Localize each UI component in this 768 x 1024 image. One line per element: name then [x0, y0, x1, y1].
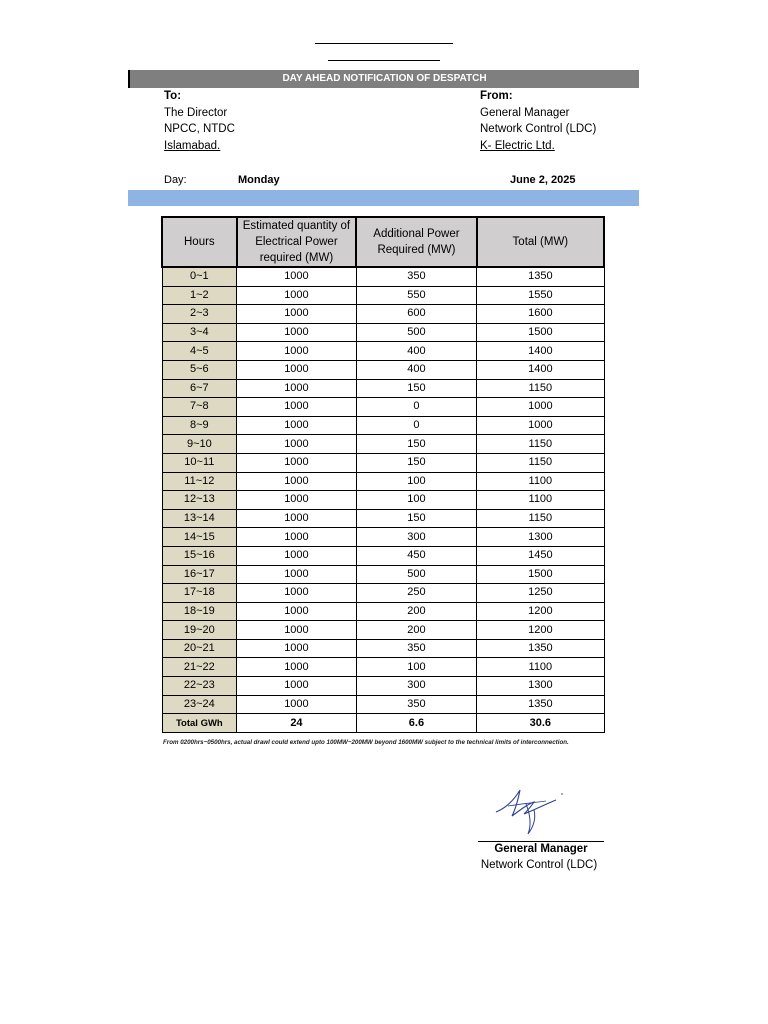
document-title-banner: DAY AHEAD NOTIFICATION OF DESPATCH: [128, 70, 639, 88]
to-line-2: NPCC, NTDC: [164, 123, 235, 135]
cell-estimated: 1000: [237, 323, 357, 342]
to-address-block: [164, 88, 235, 154]
cell-estimated: 1000: [237, 602, 357, 621]
cell-total: 1300: [477, 677, 604, 696]
from-heading: From:: [480, 90, 513, 102]
cell-total: 1150: [477, 379, 604, 398]
signatory-department: Network Control (LDC): [480, 859, 598, 871]
cell-total: 1350: [477, 267, 604, 286]
table-row: [162, 677, 604, 696]
cell-total: 1150: [477, 435, 604, 454]
table-total-row: [162, 714, 604, 733]
table-row: [162, 435, 604, 454]
cell-additional: 400: [356, 342, 477, 361]
cell-additional: 350: [356, 639, 477, 658]
total-cell-total: 30.6: [477, 714, 604, 733]
cell-total: 1100: [477, 658, 604, 677]
cell-total: 1200: [477, 621, 604, 640]
table-row: [162, 416, 604, 435]
table-row: [162, 658, 604, 677]
cell-hours: 17~18: [162, 584, 237, 603]
cell-hours: 9~10: [162, 435, 237, 454]
to-heading: To:: [164, 90, 182, 102]
cell-total: 1200: [477, 602, 604, 621]
cell-additional: 450: [356, 546, 477, 565]
table-row: [162, 565, 604, 584]
cell-hours: 1~2: [162, 286, 237, 305]
cell-hours: 11~12: [162, 472, 237, 491]
cell-estimated: 1000: [237, 546, 357, 565]
cell-additional: 0: [356, 416, 477, 435]
table-row: [162, 453, 604, 472]
cell-estimated: 1000: [237, 695, 357, 714]
table-row: [162, 305, 604, 324]
cell-estimated: 1000: [237, 584, 357, 603]
cell-estimated: 1000: [237, 360, 357, 379]
cell-total: 1450: [477, 546, 604, 565]
cell-total: 1150: [477, 453, 604, 472]
cell-hours: 20~21: [162, 639, 237, 658]
cell-hours: 4~5: [162, 342, 237, 361]
header-rule-top: [315, 43, 453, 44]
table-body: [162, 267, 604, 732]
cell-total: 1250: [477, 584, 604, 603]
column-header-additional-power: Additional Power Required (MW): [356, 217, 477, 267]
cell-additional: 100: [356, 491, 477, 510]
cell-total: 1550: [477, 286, 604, 305]
table-header-row: [162, 217, 604, 267]
column-header-estimated-power: Estimated quantity of Electrical Power required (MW): [237, 217, 357, 267]
cell-additional: 0: [356, 398, 477, 417]
cell-hours: 3~4: [162, 323, 237, 342]
cell-additional: 150: [356, 453, 477, 472]
table-row: [162, 379, 604, 398]
interconnection-note: From 0200hrs~0500hrs, actual drawl could extend upto 100MW~200MW beyond 1600MW subject to the technical limits of interconnection.: [163, 739, 569, 746]
cell-additional: 550: [356, 286, 477, 305]
cell-hours: 0~1: [162, 267, 237, 286]
cell-hours: 6~7: [162, 379, 237, 398]
cell-estimated: 1000: [237, 342, 357, 361]
table-row: [162, 695, 604, 714]
cell-hours: 2~3: [162, 305, 237, 324]
to-line-3: Islamabad.: [164, 139, 221, 152]
table-row: [162, 546, 604, 565]
cell-additional: 150: [356, 379, 477, 398]
section-divider-band: [128, 190, 639, 206]
cell-total: 1400: [477, 360, 604, 379]
cell-additional: 150: [356, 435, 477, 454]
cell-estimated: 1000: [237, 286, 357, 305]
cell-additional: 350: [356, 695, 477, 714]
to-line-1: The Director: [164, 106, 228, 119]
cell-total: 1100: [477, 472, 604, 491]
cell-hours: 7~8: [162, 398, 237, 417]
from-line-2: Network Control (LDC): [480, 123, 597, 135]
cell-estimated: 1000: [237, 509, 357, 528]
cell-total: 1000: [477, 416, 604, 435]
cell-hours: 8~9: [162, 416, 237, 435]
table-row: [162, 286, 604, 305]
cell-hours: 18~19: [162, 602, 237, 621]
cell-estimated: 1000: [237, 453, 357, 472]
cell-estimated: 1000: [237, 398, 357, 417]
cell-additional: 300: [356, 528, 477, 547]
cell-total: 1300: [477, 528, 604, 547]
table-row: [162, 621, 604, 640]
cell-hours: 10~11: [162, 453, 237, 472]
cell-hours: 5~6: [162, 360, 237, 379]
cell-additional: 400: [356, 360, 477, 379]
cell-additional: 500: [356, 565, 477, 584]
cell-estimated: 1000: [237, 528, 357, 547]
total-cell-additional: 6.6: [356, 714, 477, 733]
signatory-title: General Manager: [494, 843, 588, 855]
table-row: [162, 360, 604, 379]
cell-additional: 350: [356, 267, 477, 286]
cell-additional: 250: [356, 584, 477, 603]
table-row: [162, 528, 604, 547]
total-cell-estimated: 24: [237, 714, 357, 733]
cell-estimated: 1000: [237, 491, 357, 510]
total-cell-hours: Total GWh: [162, 714, 237, 733]
cell-estimated: 1000: [237, 435, 357, 454]
header-rule-bottom: [328, 60, 440, 61]
column-header-total: Total (MW): [477, 217, 604, 267]
cell-hours: 14~15: [162, 528, 237, 547]
table-row: [162, 584, 604, 603]
table-row: [162, 472, 604, 491]
cell-total: 1150: [477, 509, 604, 528]
table-row: [162, 602, 604, 621]
day-label: Day:: [164, 174, 187, 186]
cell-additional: 500: [356, 323, 477, 342]
cell-estimated: 1000: [237, 565, 357, 584]
cell-total: 1000: [477, 398, 604, 417]
column-header-hours: Hours: [162, 217, 237, 267]
day-value: Monday: [238, 174, 280, 186]
cell-total: 1400: [477, 342, 604, 361]
signature-mark: [490, 782, 570, 840]
cell-hours: 16~17: [162, 565, 237, 584]
cell-estimated: 1000: [237, 305, 357, 324]
from-line-3: K- Electric Ltd.: [480, 139, 555, 152]
cell-additional: 150: [356, 509, 477, 528]
cell-estimated: 1000: [237, 416, 357, 435]
cell-estimated: 1000: [237, 639, 357, 658]
cell-hours: 15~16: [162, 546, 237, 565]
cell-total: 1100: [477, 491, 604, 510]
cell-estimated: 1000: [237, 472, 357, 491]
cell-hours: 23~24: [162, 695, 237, 714]
cell-additional: 200: [356, 602, 477, 621]
table-row: [162, 491, 604, 510]
cell-hours: 12~13: [162, 491, 237, 510]
notification-date: June 2, 2025: [510, 174, 576, 186]
cell-estimated: 1000: [237, 621, 357, 640]
cell-additional: 100: [356, 472, 477, 491]
cell-additional: 100: [356, 658, 477, 677]
cell-hours: 21~22: [162, 658, 237, 677]
cell-estimated: 1000: [237, 267, 357, 286]
cell-additional: 200: [356, 621, 477, 640]
cell-total: 1600: [477, 305, 604, 324]
cell-additional: 300: [356, 677, 477, 696]
cell-estimated: 1000: [237, 379, 357, 398]
despatch-table: [161, 216, 605, 733]
cell-total: 1500: [477, 565, 604, 584]
cell-total: 1350: [477, 695, 604, 714]
cell-estimated: 1000: [237, 658, 357, 677]
table-row: [162, 398, 604, 417]
cell-hours: 19~20: [162, 621, 237, 640]
from-line-1: General Manager: [480, 106, 570, 119]
table-row: [162, 267, 604, 286]
table-row: [162, 509, 604, 528]
cell-total: 1350: [477, 639, 604, 658]
cell-total: 1500: [477, 323, 604, 342]
signature-line: [478, 841, 604, 842]
from-address-block: [480, 88, 596, 154]
cell-hours: 22~23: [162, 677, 237, 696]
table-row: [162, 323, 604, 342]
table-row: [162, 342, 604, 361]
cell-hours: 13~14: [162, 509, 237, 528]
cell-additional: 600: [356, 305, 477, 324]
table-row: [162, 639, 604, 658]
cell-estimated: 1000: [237, 677, 357, 696]
